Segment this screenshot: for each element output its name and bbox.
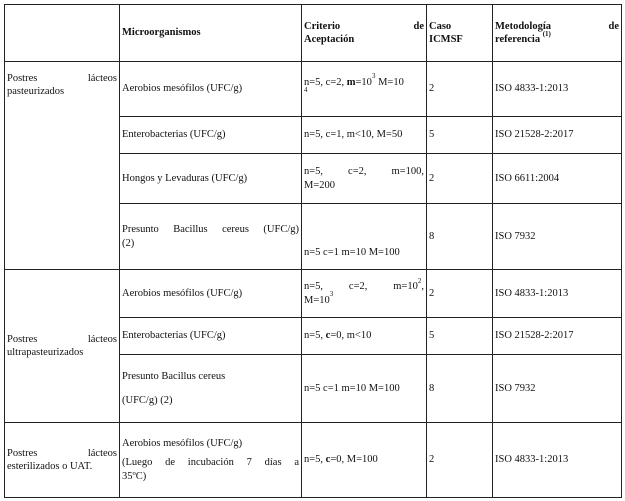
micro-cell: Presunto Bacillus cereus (UFC/g) (2) xyxy=(120,204,302,270)
caso-cell: 8 xyxy=(427,355,493,423)
product-cell: Postres lácteos ultrapasteurizados xyxy=(5,270,120,423)
criterio-cell: n=5, c=2, $m=10^2$, $M=10^3$ xyxy=(302,270,427,318)
micro-cell: Aerobios mesófilos (UFC/g) xyxy=(120,62,302,117)
criterio-cell: n=5, c=2, m=100, M=200 xyxy=(302,154,427,204)
metodo-cell: ISO 21528-2:2017 xyxy=(493,318,622,355)
table-row xyxy=(5,423,622,498)
micro-cell: Aerobios mesófilos (UFC/g) xyxy=(120,270,302,318)
header-caso: Caso ICMSF xyxy=(427,5,493,62)
header-criterio: Criterio de Aceptación xyxy=(302,5,427,62)
header-blank xyxy=(5,5,120,62)
caso-cell: 2 xyxy=(427,270,493,318)
metodo-cell: ISO 21528-2:2017 xyxy=(493,117,622,154)
caso-cell: 8 xyxy=(427,204,493,270)
header-row xyxy=(5,5,622,62)
micro-cell: Aerobios mesófilos (UFC/g) (Luego de incubación 7 días a 35ºC) xyxy=(120,423,302,498)
criterio-cell: n=5, c=0, m<10 xyxy=(302,318,427,355)
table-row xyxy=(5,270,622,318)
criterio-cell: n=5 c=1 m=10 M=100 xyxy=(302,204,427,270)
micro-cell: Presunto Bacillus cereus (UFC/g) (2) xyxy=(120,355,302,423)
criterio-cell: n=5 c=1 m=10 M=100 xyxy=(302,355,427,423)
metodo-cell: ISO 4833-1:2013 xyxy=(493,62,622,117)
caso-cell: 5 xyxy=(427,117,493,154)
header-microorganismos: Microorganismos xyxy=(120,5,302,62)
caso-cell: 2 xyxy=(427,154,493,204)
metodo-cell: ISO 7932 xyxy=(493,355,622,423)
table-row xyxy=(5,62,622,117)
caso-cell: 2 xyxy=(427,423,493,498)
micro-cell: Enterobacterias (UFC/g) xyxy=(120,117,302,154)
criterio-cell: n=5, c=1, m<10, M=50 xyxy=(302,117,427,154)
metodo-cell: ISO 4833-1:2013 xyxy=(493,423,622,498)
criteria-table xyxy=(4,4,622,498)
caso-cell: 2 xyxy=(427,62,493,117)
metodo-cell: ISO 4833-1:2013 xyxy=(493,270,622,318)
product-cell: Postres lácteos pasteurizados xyxy=(5,62,120,270)
micro-cell: Enterobacterias (UFC/g) xyxy=(120,318,302,355)
criterio-cell: n=5, c=0, M=100 xyxy=(302,423,427,498)
caso-cell: 5 xyxy=(427,318,493,355)
metodo-cell: ISO 6611:2004 xyxy=(493,154,622,204)
metodo-cell: ISO 7932 xyxy=(493,204,622,270)
micro-cell: Hongos y Levaduras (UFC/g) xyxy=(120,154,302,204)
criterio-cell: n=5, c=2, $m=10^3$ M=10 $^4$ xyxy=(302,62,427,117)
header-metodologia: Metodología de referencia $^{(1)}$ xyxy=(493,5,622,62)
product-cell: Postres lácteos esterilizados o UAT. xyxy=(5,423,120,498)
